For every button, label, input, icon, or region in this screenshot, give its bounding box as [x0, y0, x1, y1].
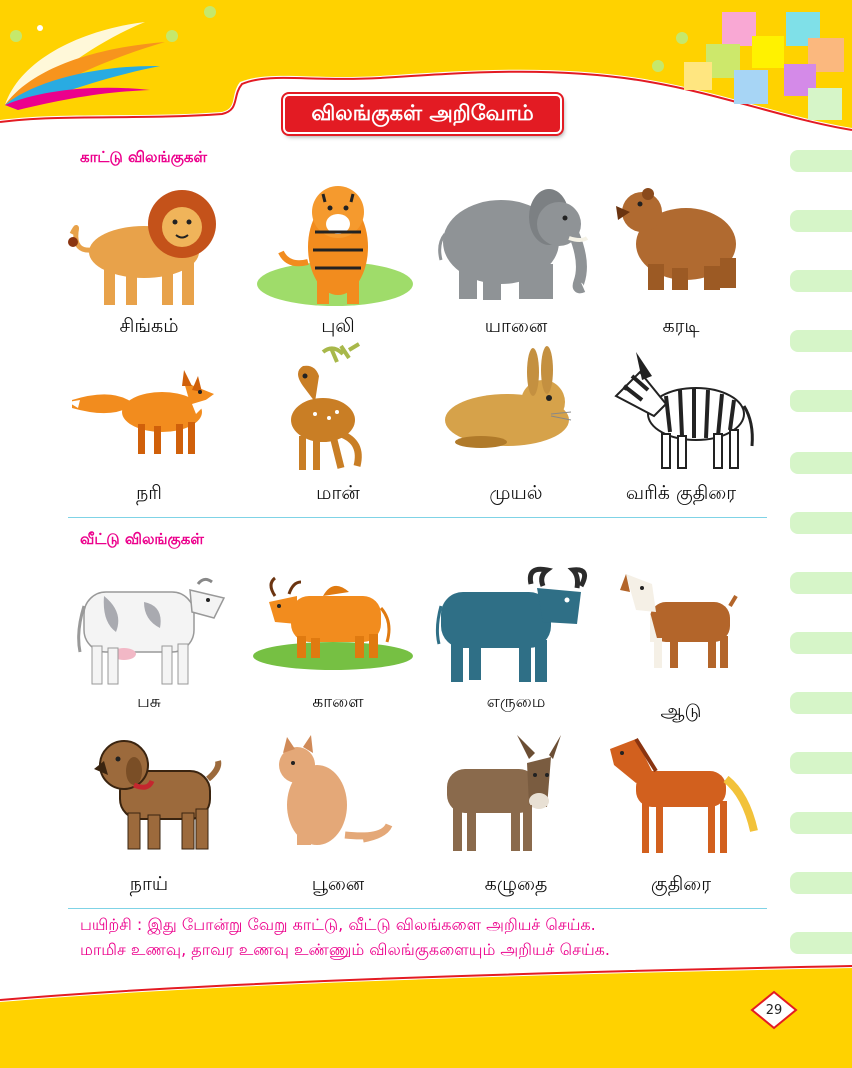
- dog-illustration: [64, 735, 234, 865]
- animal-name: சிங்கம்: [119, 315, 179, 337]
- buffalo-illustration: [431, 562, 601, 692]
- goat-illustration: [596, 562, 766, 692]
- cat-illustration: [253, 735, 423, 865]
- animal-name: மான்: [316, 482, 360, 504]
- animal-name: கழுதை: [484, 873, 548, 895]
- page-number: 29: [765, 1002, 783, 1018]
- animal-name: எருமை: [486, 692, 546, 712]
- horse-illustration: [596, 735, 766, 865]
- animal-name: பசு: [137, 692, 161, 712]
- rabbit-illustration: [431, 342, 601, 477]
- section-divider: [68, 517, 767, 518]
- animal-name: ஆடு: [660, 700, 702, 722]
- animal-name: முயல்: [489, 482, 543, 504]
- side-tabs: [790, 150, 852, 954]
- animal-name: பூனை: [311, 873, 365, 895]
- animal-name: கரடி: [662, 315, 700, 337]
- bull-illustration: [253, 562, 423, 692]
- elephant-illustration: [431, 172, 601, 312]
- wild-animals-heading: காட்டு விலங்குகள்: [80, 148, 208, 166]
- exercise-text: [80, 912, 610, 962]
- animal-name: காளை: [312, 692, 364, 712]
- animal-name: வரிக் குதிரை: [625, 482, 737, 504]
- deer-illustration: [253, 342, 423, 477]
- footer-band: [0, 968, 852, 1068]
- tiger-illustration: [253, 172, 423, 312]
- fox-illustration: [64, 342, 234, 477]
- bear-illustration: [596, 172, 766, 312]
- domestic-animals-heading: வீட்டு விலங்குகள்: [80, 530, 204, 548]
- page-title: விலங்குகள் அறிவோம்: [283, 94, 562, 134]
- zebra-illustration: [596, 342, 766, 477]
- animal-name: நரி: [136, 482, 162, 504]
- exercise-line-1: பயிற்சி : இது போன்று வேறு காட்டு, வீட்டு விலங்களை அறியச் செய்க.: [80, 915, 596, 934]
- animal-name: புலி: [321, 315, 355, 337]
- animal-name: நாய்: [129, 873, 169, 895]
- animal-name: குதிரை: [650, 873, 712, 895]
- exercise-divider: [68, 908, 767, 909]
- cow-illustration: [64, 562, 234, 692]
- donkey-illustration: [431, 735, 601, 865]
- lion-illustration: [64, 172, 234, 312]
- animal-name: யானை: [484, 315, 548, 337]
- exercise-line-2: மாமிச உணவு, தாவர உணவு உண்ணும் விலங்குகளையும் அறியச் செய்க.: [80, 940, 610, 959]
